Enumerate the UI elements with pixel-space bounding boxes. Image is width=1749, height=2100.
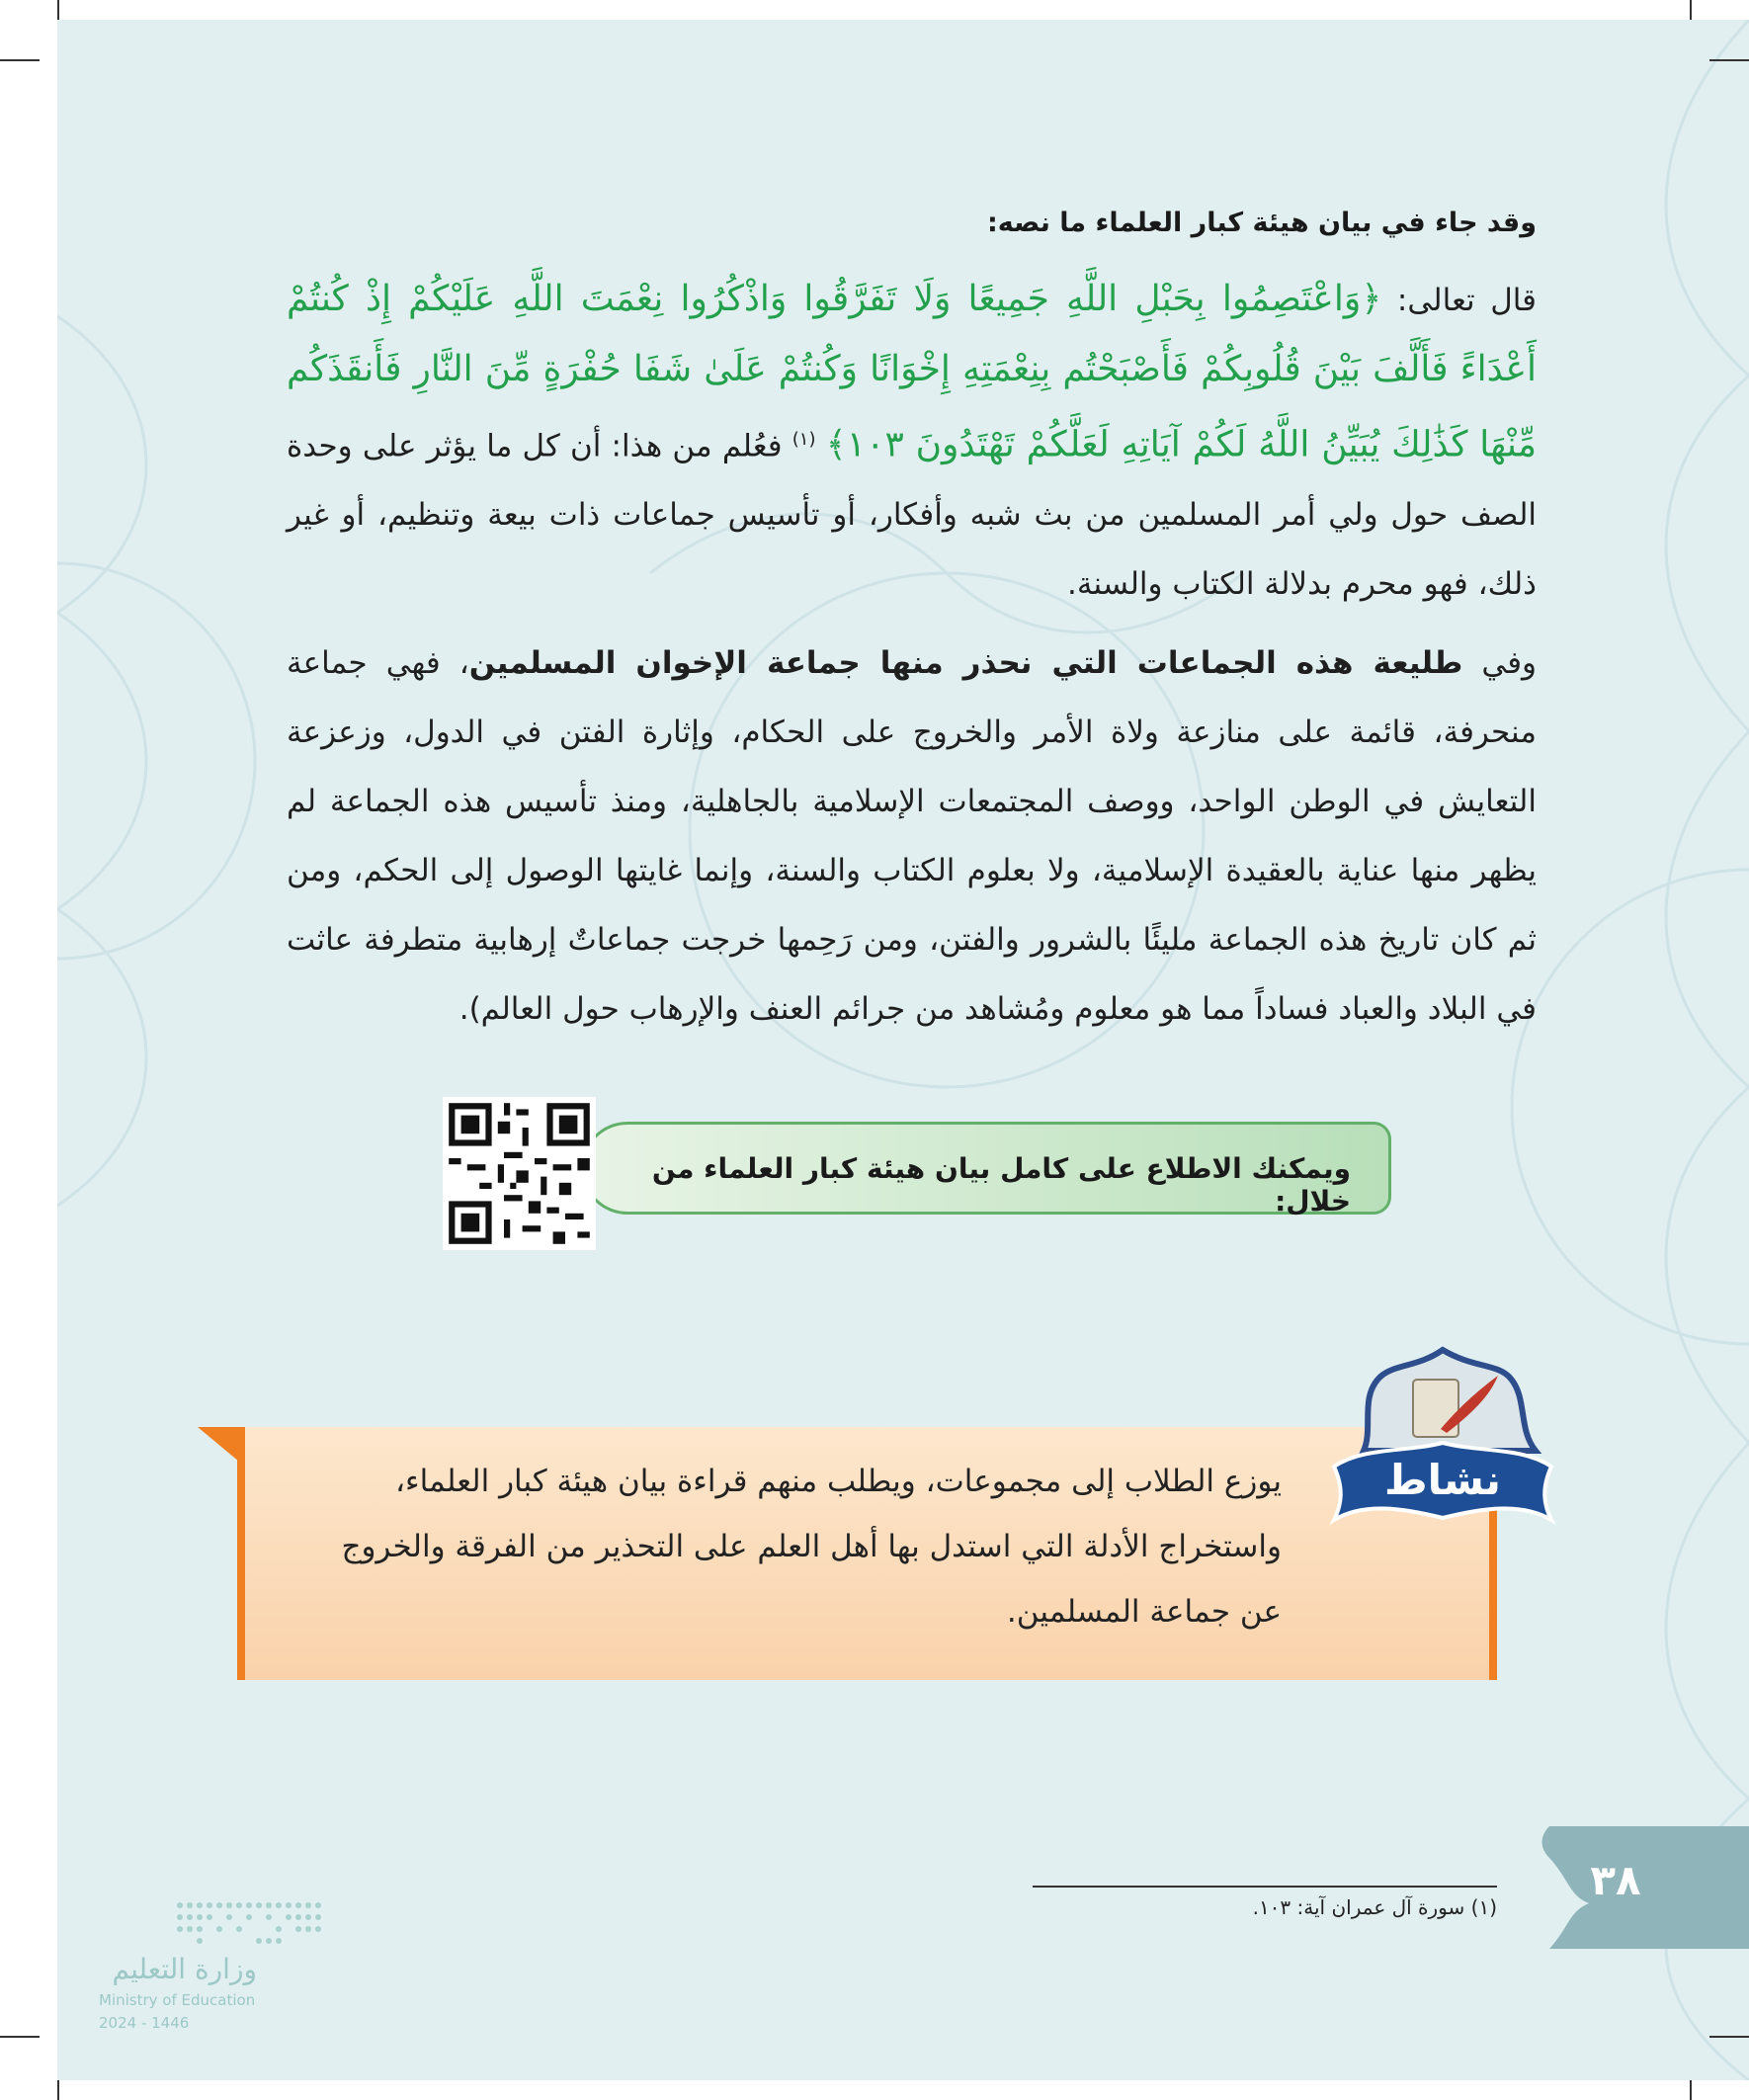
crop-mark [57, 2080, 59, 2100]
qr-code-icon[interactable] [443, 1097, 596, 1250]
qr-prompt-banner [581, 1122, 1391, 1218]
page-number: ٣٨ [1590, 1856, 1641, 1904]
section-heading: وقد جاء في بيان هيئة كبار العلماء ما نصه: [986, 208, 1537, 238]
crop-mark [1709, 59, 1749, 61]
crop-mark [1709, 2036, 1749, 2038]
crop-mark [1690, 2080, 1692, 2100]
brotherhood-paragraph [287, 629, 1537, 1044]
footnote: (١) سورة آل عمران آية: ١٠٣. [1252, 1895, 1497, 1919]
ministry-year: 2024 - 1446 [99, 2014, 190, 2032]
activity-badge-label: نشاط [1384, 1456, 1501, 1504]
activity-text: يوزع الطلاب إلى مجموعات، ويطلب منهم قراءة بيان هيئة كبار العلماء، واستخراج الأدلة التي استدل بها أهل العلم على التحذير من الفرقة والخروج عن جماعة المسلمين. [341, 1464, 1282, 1630]
ministry-name-ar: وزارة التعليم [112, 1953, 257, 1985]
activity-badge [1324, 1344, 1561, 1542]
qr-prompt-text: ويمكنك الاطلاع على كامل بيان هيئة كبار العلماء من خلال: [651, 1152, 1351, 1218]
crop-mark [0, 59, 40, 61]
footnote-ref[interactable]: (١) [791, 429, 816, 450]
quote-lead: قال تعالى: [1396, 283, 1537, 318]
crop-mark [0, 2036, 40, 2038]
quran-verse: ﴿وَاعْتَصِمُوا بِحَبْلِ اللَّهِ جَمِيعًا وَلَا تَفَرَّقُوا وَاذْكُرُوا نِعْمَتَ اللَّهِ عَلَيْكُمْ إِذْ كُنتُمْ أَعْدَاءً فَأَلَّفَ بَيْنَ قُلُوبِكُمْ فَأَصْبَحْتُم بِنِعْمَتِهِ إِخْوَانًا وَكُنتُمْ عَلَىٰ شَفَا حُفْرَةٍ مِّنَ النَّارِ فَأَنقَذَكُم مِّنْهَا كَذَٰلِكَ يُبَيِّنُ اللَّهُ لَكُمْ آيَاتِهِ لَعَلَّكُمْ تَهْتَدُونَ ١٠٣﴾ [287, 279, 1537, 465]
para-prefix: وفي [1462, 645, 1538, 681]
activity-box [237, 1427, 1497, 1680]
footnote-divider [1033, 1886, 1497, 1888]
crop-mark [57, 0, 59, 20]
ministry-name-en: Ministry of Education [99, 1991, 256, 2009]
quote-conclusion: فعُلم من هذا: أن كل ما يؤثر على وحدة الصف حول ولي أمر المسلمين من بث شبه وأفكار، أو تأسيس جماعات ذات بيعة وتنظيم، أو غير ذلك، فهو محرم بدلالة الكتاب والسنة. [287, 428, 1537, 603]
quote-paragraph [287, 265, 1537, 619]
para-bold-phrase: طليعة هذه الجماعات التي نحذر منها جماعة الإخوان المسلمين [468, 645, 1463, 681]
crop-mark [1690, 0, 1692, 20]
ministry-logo-icon [170, 1895, 328, 1945]
para-rest: ، فهي جماعة منحرفة، قائمة على منازعة ولاة الأمر والخروج على الحكام، وإثارة الفتن في الدول، وزعزعة التعايش في الوطن الواحد، ووصف المجتمعات الإسلامية بالجاهلية، ومنذ تأسيس هذه الجماعة لم يظهر منها عناية بالعقيدة الإسلامية، ولا بعلوم الكتاب والسنة، وإنما غايتها الوصول إلى الحكم، ومن ثم كان تاريخ هذه الجماعة مليئًا بالشرور والفتن، ومن رَحِمها خرجت جماعاتٌ إرهابية متطرفة عاثت في البلاد والعباد فساداً مما هو معلوم ومُشاهد من جرائم العنف والإرهاب حول العالم). [287, 645, 1537, 1027]
